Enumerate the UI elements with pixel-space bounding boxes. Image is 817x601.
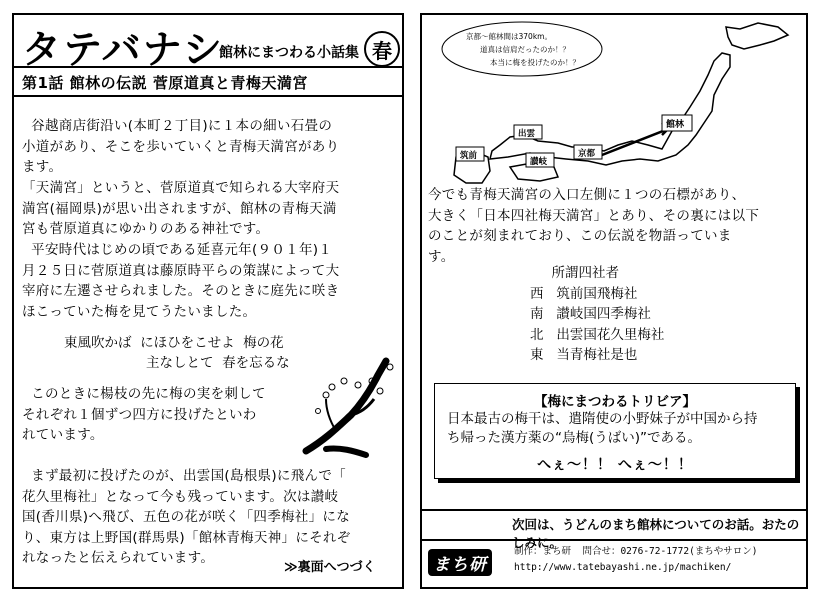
poem-line-1: 東風吹かば にほひをこせよ 梅の花 bbox=[64, 335, 284, 351]
bubble-line-3: 本当に梅を投げたのか！？ bbox=[490, 58, 580, 67]
bubble-line-2: 道真は信肩だったのか！？ bbox=[480, 45, 570, 54]
credits bbox=[514, 544, 758, 576]
bubble-line-1: 京都～館林間は370km。 bbox=[466, 32, 552, 41]
four-shrines-list: 所謂四社者 西 筑前国飛梅社 南 讃岐国四季梅社 北 出雲国花久里梅社 東 当青梅社是也 bbox=[530, 265, 665, 363]
masthead-title: タテバナシ bbox=[22, 28, 224, 73]
season-badge: 春 bbox=[364, 31, 400, 67]
paragraph-tenmangu: 「天満宮」というと、菅原道真で知られる大宰府天 満宮(福岡県)が思い出されますが、館林の青梅天満 宮も菅原道真にゆかりのある神社です。 bbox=[22, 180, 340, 237]
paragraph-intro: 谷越商店街沿い(本町２丁目)に１本の細い石畳の 小道があり、そこを歩いていくと青梅天満宮があり ます。 bbox=[22, 118, 340, 175]
episode-title: 第1話 館林の伝説 菅原道真と青梅天満宮 bbox=[22, 74, 308, 92]
ume-branch-illustration bbox=[296, 351, 402, 463]
title-divider bbox=[14, 66, 402, 68]
map-label-sanuki: 讃岐 bbox=[530, 157, 548, 167]
left-column bbox=[12, 13, 404, 589]
paragraph-destinations: まず最初に投げたのが、出雲国(島根県)に飛んで「 花久里梅社」となって今も残っています。次は讃岐 国(香川県)へ飛び、五色の花が咲く「四季梅社」にな り、東方は上野国(群馬県)「館林青梅天神」にそれぞ れなったと伝えられています。 bbox=[22, 468, 351, 566]
credit-line-1: 制作：まち研 問合せ：0276-72-1772(まちやサロン) bbox=[514, 546, 758, 557]
trivia-box bbox=[434, 383, 796, 479]
trivia-heading: 【梅にまつわるトリビア】 bbox=[534, 394, 696, 410]
map-label-chikuzen: 筑前 bbox=[460, 151, 478, 161]
hokkaido-island bbox=[726, 23, 788, 49]
poem-line-2: 主なしとて 春を忘るな bbox=[146, 355, 290, 371]
continue-on-back: ≫裏面へつづく bbox=[284, 560, 376, 575]
credit-url[interactable]: http://www.tatebayashi.ne.jp/machiken/ bbox=[514, 562, 732, 573]
masthead-subtitle: 館林にまつわる小話集 bbox=[219, 45, 359, 61]
episode-divider bbox=[14, 95, 402, 97]
trivia-exclaim: へぇ～！！ へぇ～！！ bbox=[537, 457, 693, 473]
japan-route-map bbox=[426, 19, 798, 185]
next-issue-divider bbox=[422, 509, 806, 511]
next-issue-notice: 次回は、うどんのまち館林についてのお話。おたのしみに。 bbox=[512, 517, 800, 550]
trivia-text: 日本最古の梅干は、遣隋使の小野妹子が中国から持 ち帰った漢方薬の“烏梅(うばい)”である。 bbox=[447, 411, 758, 446]
paragraph-stone-marker: 今でも青梅天満宮の入口左側に１つの石標があり、 大きく「日本四社梅天満宮」とあり、その裏には以下 のことが刻まれており、この伝説を物語っていま す。 bbox=[428, 187, 760, 265]
machiken-logo: まち研 bbox=[428, 549, 492, 576]
right-column bbox=[420, 13, 808, 589]
paragraph-plum-throw: このときに楊枝の先に梅の実を刺して それぞれ１個ずつ四方に投げたといわ れています。 bbox=[22, 386, 266, 443]
paragraph-history: 平安時代はじめの頃である延喜元年(９０１年)１ 月２５日に菅原道真は藤原時平らの策謀によって大 宰府に左遷させられました。そのときに庭先に咲き ほこっていた梅を見てうたいました。 bbox=[22, 242, 340, 320]
map-label-kyoto: 京都 bbox=[578, 149, 596, 159]
map-label-tatebayashi: 館林 bbox=[666, 120, 685, 130]
map-label-izumo: 出雲 bbox=[518, 129, 536, 139]
masthead bbox=[20, 19, 398, 71]
footer-divider bbox=[422, 539, 806, 541]
